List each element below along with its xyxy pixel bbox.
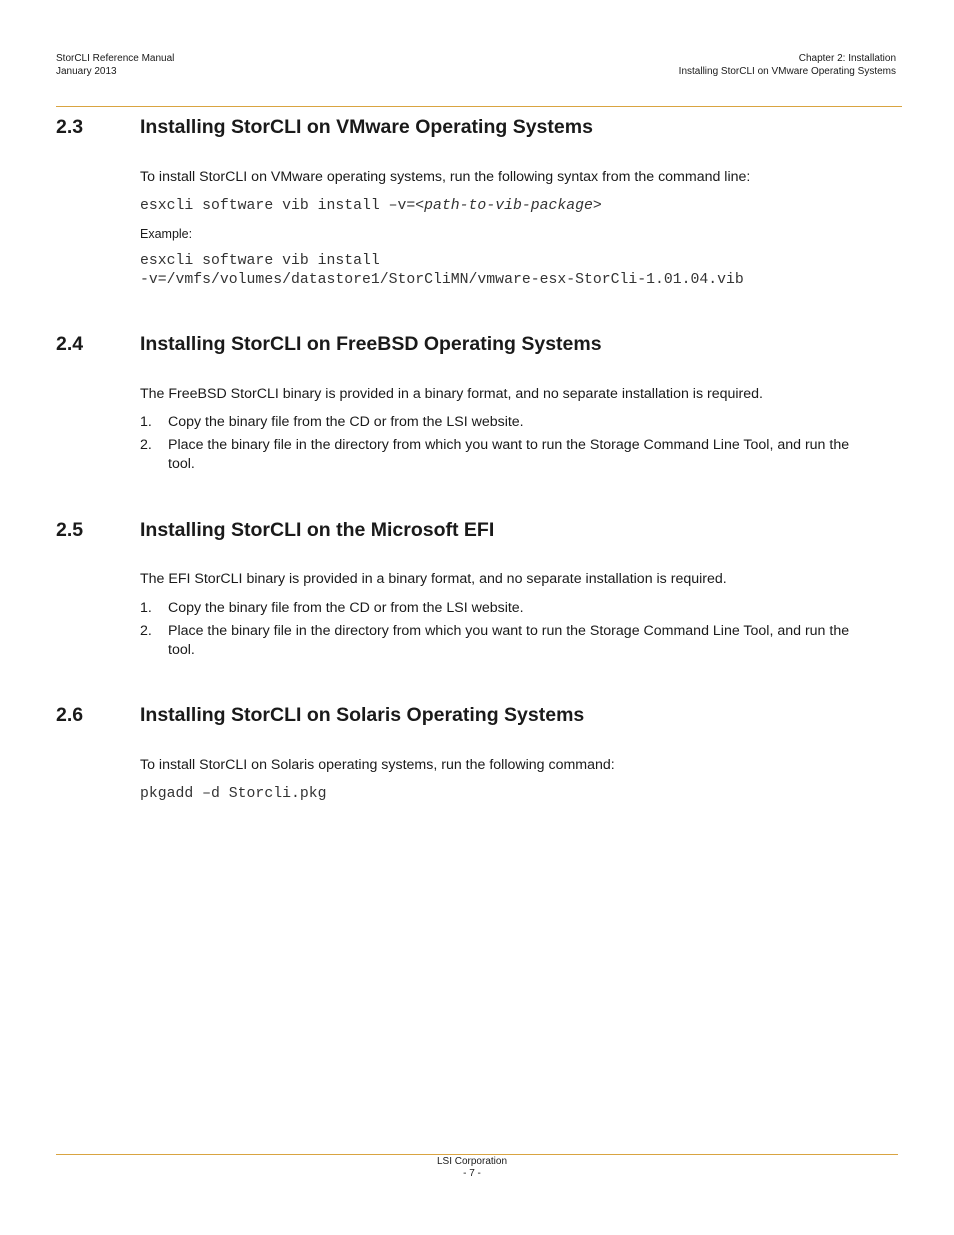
- syntax-suffix: >: [592, 198, 602, 214]
- running-header-left: [56, 53, 174, 78]
- page-footer: [0, 1156, 944, 1180]
- section-2-6-intro: To install StorCLI on Solaris operating systems, run the following command:: [140, 757, 615, 773]
- chapter-title: Chapter 2: Installation: [798, 53, 896, 64]
- section-2-6-heading: [56, 703, 856, 727]
- syntax-argument: path-to-vib-package: [424, 198, 593, 214]
- syntax-prefix: esxcli software vib install –v=<: [140, 198, 425, 214]
- list-text: Place the binary file in the directory from which you want to run the Storage Command Line Tool, and run the tool.: [168, 623, 850, 658]
- company-name: LSI Corporation: [436, 1156, 508, 1167]
- section-number: 2.6: [56, 704, 84, 726]
- solaris-install-command: pkgadd –d Storcli.pkg: [140, 786, 327, 802]
- section-number: 2.3: [56, 116, 84, 138]
- section-2-3-intro: To install StorCLI on VMware operating systems, run the following syntax from the command line:: [140, 169, 751, 185]
- section-running-title: Installing StorCLI on VMware Operating Systems: [678, 65, 896, 77]
- publication-date: January 2013: [56, 65, 117, 77]
- section-title: Installing StorCLI on FreeBSD Operating Systems: [140, 333, 602, 355]
- footer-rule: [56, 1154, 898, 1155]
- list-number: 1.: [140, 600, 152, 616]
- example-command-line1: esxcli software vib install: [140, 253, 380, 269]
- vmware-install-syntax: [140, 197, 602, 216]
- manual-title: StorCLI Reference Manual: [56, 53, 175, 64]
- section-title: Installing StorCLI on the Microsoft EFI: [140, 519, 495, 541]
- section-2-3-heading: [56, 115, 856, 139]
- list-item: [140, 413, 860, 432]
- list-number: 2.: [140, 623, 152, 639]
- section-2-5-intro: The EFI StorCLI binary is provided in a binary format, and no separate installation is required.: [140, 571, 727, 587]
- list-text: Copy the binary file from the CD or from the LSI website.: [168, 600, 524, 616]
- section-number: 2.4: [56, 333, 84, 355]
- page-number: - 7 -: [463, 1168, 481, 1179]
- list-item: [140, 599, 860, 618]
- section-number: 2.5: [56, 519, 84, 541]
- list-text: Copy the binary file from the CD or from the LSI website.: [168, 414, 524, 430]
- list-number: 2.: [140, 437, 152, 453]
- list-text: Place the binary file in the directory from which you want to run the Storage Command Line Tool, and run the tool.: [168, 437, 850, 472]
- header-rule: [56, 106, 902, 107]
- section-title: Installing StorCLI on VMware Operating Systems: [140, 116, 593, 138]
- section-2-5-heading: [56, 518, 856, 542]
- section-title: Installing StorCLI on Solaris Operating Systems: [140, 704, 585, 726]
- list-item: [140, 436, 860, 474]
- list-item: [140, 622, 860, 660]
- section-2-4-intro: The FreeBSD StorCLI binary is provided in a binary format, and no separate installation is required.: [140, 386, 763, 402]
- example-command-line2: -v=/vmfs/volumes/datastore1/StorCliMN/vmware-esx-StorCli-1.01.04.vib: [140, 272, 744, 288]
- example-label: Example:: [140, 227, 193, 241]
- section-2-4-heading: [56, 332, 856, 356]
- list-number: 1.: [140, 414, 152, 430]
- running-header-right: [679, 53, 896, 78]
